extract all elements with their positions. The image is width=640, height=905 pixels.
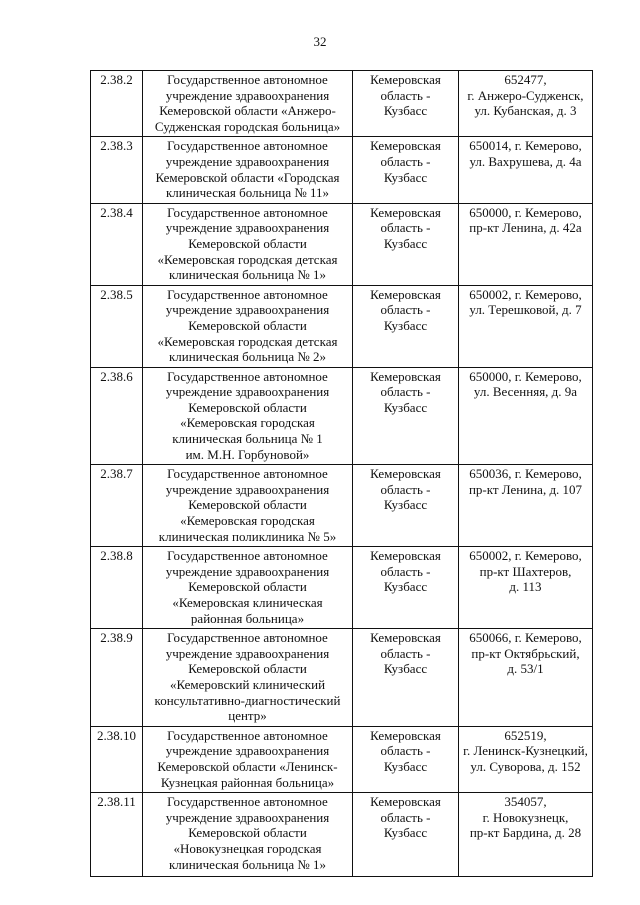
address-cell bbox=[459, 547, 593, 629]
region-cell bbox=[353, 137, 459, 203]
region-line: область - bbox=[380, 645, 431, 661]
institution-name-line: учреждение здравоохранения bbox=[165, 481, 330, 497]
address-line: ул. Весенняя, д. 9а bbox=[473, 384, 578, 400]
institution-name-line: Кемеровской области bbox=[188, 579, 307, 595]
institution-name-line: Кузнецкая районная больница» bbox=[160, 774, 335, 790]
institution-name-line: районная больница» bbox=[190, 610, 305, 626]
institution-name-line: учреждение здравоохранения bbox=[165, 563, 330, 579]
institution-name-cell bbox=[143, 367, 353, 465]
institutions-table bbox=[90, 70, 593, 877]
region-line: область - bbox=[380, 743, 431, 759]
address-line: пр-кт Шахтеров, bbox=[479, 563, 572, 579]
institution-name-cell bbox=[143, 285, 353, 367]
address-line: пр-кт Бардина, д. 28 bbox=[469, 825, 582, 841]
region-cell bbox=[353, 71, 459, 137]
region-line: Кемеровская bbox=[370, 727, 441, 743]
region-cell bbox=[353, 726, 459, 792]
institution-name-line: клиническая больница № 2» bbox=[168, 349, 327, 365]
address-line: 652519, bbox=[504, 727, 547, 743]
address-line: ул. Вахрушева, д. 4а bbox=[469, 153, 582, 169]
region-line: Кузбасс bbox=[383, 169, 428, 185]
region-line: область - bbox=[380, 153, 431, 169]
region-line: Кемеровская bbox=[370, 630, 441, 646]
address-line: г. Ленинск-Кузнецкий, bbox=[463, 743, 588, 759]
address-line: г. Новокузнецк, bbox=[482, 809, 569, 825]
region-cell bbox=[353, 465, 459, 547]
address-line: 650000, г. Кемерово, bbox=[469, 368, 582, 384]
region-line: Кемеровская bbox=[370, 204, 441, 220]
region-line: Кузбасс bbox=[383, 235, 428, 251]
region-cell bbox=[353, 793, 459, 877]
institution-name-cell bbox=[143, 465, 353, 547]
region-line: область - bbox=[380, 809, 431, 825]
item-number-cell: 2.38.8 bbox=[91, 547, 143, 629]
address-cell bbox=[459, 203, 593, 285]
institution-name-line: учреждение здравоохранения bbox=[165, 87, 330, 103]
address-cell bbox=[459, 726, 593, 792]
institution-name-line: учреждение здравоохранения bbox=[165, 302, 330, 318]
institution-name-cell bbox=[143, 71, 353, 137]
institution-name-line: Государственное автономное bbox=[167, 548, 328, 564]
address-line: пр-кт Ленина, д. 107 bbox=[468, 481, 583, 497]
institution-name-line: Государственное автономное bbox=[167, 466, 328, 482]
institution-name-line: учреждение здравоохранения bbox=[165, 384, 330, 400]
table-row bbox=[91, 203, 593, 285]
region-line: область - bbox=[380, 302, 431, 318]
address-line: д. 113 bbox=[509, 579, 542, 595]
region-cell bbox=[353, 629, 459, 727]
institution-name-line: учреждение здравоохранения bbox=[165, 809, 330, 825]
institution-name-line: «Кемеровская городская bbox=[180, 513, 315, 529]
institution-name-line: Государственное автономное bbox=[167, 630, 328, 646]
institution-name-cell bbox=[143, 203, 353, 285]
region-line: Кузбасс bbox=[383, 103, 428, 119]
item-number-cell: 2.38.7 bbox=[91, 465, 143, 547]
institution-name-line: Государственное автономное bbox=[167, 727, 328, 743]
institution-name-cell bbox=[143, 726, 353, 792]
address-line: 652477, bbox=[504, 72, 547, 87]
institution-name-cell bbox=[143, 793, 353, 877]
table-row bbox=[91, 137, 593, 203]
institution-name-line: Государственное автономное bbox=[167, 72, 328, 87]
region-line: область - bbox=[380, 481, 431, 497]
institution-name-line: клиническая больница № 1» bbox=[168, 856, 327, 872]
table-row bbox=[91, 726, 593, 792]
region-cell bbox=[353, 285, 459, 367]
institution-name-line: учреждение здравоохранения bbox=[165, 220, 330, 236]
item-number-cell: 2.38.4 bbox=[91, 203, 143, 285]
institution-name-line: «Кемеровская клиническая bbox=[172, 595, 323, 610]
item-number-cell: 2.38.5 bbox=[91, 285, 143, 367]
address-line: ул. Суворова, д. 152 bbox=[470, 758, 581, 774]
institution-name-line: клиническая больница № 11» bbox=[165, 185, 330, 201]
region-cell bbox=[353, 547, 459, 629]
address-cell bbox=[459, 137, 593, 203]
institution-name-line: клиническая больница № 1 bbox=[172, 431, 323, 447]
page-number: 32 bbox=[313, 34, 327, 49]
institution-name-line: клиническая поликлиника № 5» bbox=[158, 528, 337, 544]
item-number-cell: 2.38.6 bbox=[91, 367, 143, 465]
institution-name-line: «Новокузнецкая городская bbox=[173, 840, 322, 856]
institution-name-line: Судженская городская больница» bbox=[154, 118, 341, 134]
institution-name-line: Государственное автономное bbox=[167, 138, 328, 154]
institution-name-line: Кемеровской области bbox=[188, 317, 307, 333]
region-line: Кемеровская bbox=[370, 794, 441, 810]
region-line: Кузбасс bbox=[383, 579, 428, 595]
institution-name-line: Кемеровской области «Городская bbox=[155, 169, 340, 185]
region-line: Кузбасс bbox=[383, 758, 428, 774]
region-line: Кемеровская bbox=[370, 368, 441, 384]
table-row bbox=[91, 629, 593, 727]
institution-name-line: Кемеровской области bbox=[188, 497, 307, 513]
institutions-table-body bbox=[91, 71, 593, 877]
item-number-cell: 2.38.11 bbox=[91, 793, 143, 877]
institution-name-cell bbox=[143, 137, 353, 203]
address-line: 650002, г. Кемерово, bbox=[469, 286, 582, 302]
institution-name-line: Государственное автономное bbox=[167, 794, 328, 810]
institution-name-line: «Кемеровская городская bbox=[180, 415, 315, 431]
item-number-cell: 2.38.9 bbox=[91, 629, 143, 727]
region-line: область - bbox=[380, 87, 431, 103]
region-line: область - bbox=[380, 384, 431, 400]
institution-name-line: Кемеровской области bbox=[188, 661, 307, 677]
address-line: 650014, г. Кемерово, bbox=[469, 138, 582, 154]
institution-name-line: Кемеровской области bbox=[188, 235, 307, 251]
region-line: Кузбасс bbox=[383, 825, 428, 841]
institution-name-line: «Кемеровская городская детская bbox=[157, 333, 338, 349]
table-row bbox=[91, 367, 593, 465]
address-line: 650066, г. Кемерово, bbox=[469, 630, 582, 646]
region-cell bbox=[353, 367, 459, 465]
address-line: 354057, bbox=[504, 794, 547, 810]
table-row bbox=[91, 793, 593, 877]
institution-name-line: «Кемеровская городская детская bbox=[157, 251, 338, 267]
institution-name-line: Кемеровской области bbox=[188, 825, 307, 841]
table-row bbox=[91, 547, 593, 629]
institution-name-line: им. М.Н. Горбуновой» bbox=[185, 446, 310, 462]
table-row bbox=[91, 285, 593, 367]
address-line: ул. Терешковой, д. 7 bbox=[469, 302, 582, 318]
region-line: Кемеровская bbox=[370, 466, 441, 482]
address-cell bbox=[459, 793, 593, 877]
address-cell bbox=[459, 285, 593, 367]
institution-name-line: Кемеровской области «Ленинск- bbox=[157, 758, 338, 774]
address-cell bbox=[459, 465, 593, 547]
item-number-cell: 2.38.2 bbox=[91, 71, 143, 137]
region-line: Кемеровская bbox=[370, 72, 441, 87]
address-cell bbox=[459, 629, 593, 727]
region-line: Кузбасс bbox=[383, 317, 428, 333]
table-row bbox=[91, 71, 593, 137]
region-line: Кузбасс bbox=[383, 661, 428, 677]
institution-name-line: учреждение здравоохранения bbox=[165, 743, 330, 759]
address-line: г. Анжеро-Судженск, bbox=[467, 87, 584, 103]
region-line: Кузбасс bbox=[383, 497, 428, 513]
region-line: область - bbox=[380, 220, 431, 236]
institution-name-line: Кемеровской области bbox=[188, 399, 307, 415]
institution-name-cell bbox=[143, 629, 353, 727]
address-line: 650002, г. Кемерово, bbox=[469, 548, 582, 564]
institution-name-line: центр» bbox=[228, 708, 267, 724]
institution-name-line: учреждение здравоохранения bbox=[165, 645, 330, 661]
institution-name-line: Государственное автономное bbox=[167, 286, 328, 302]
institution-name-line: Государственное автономное bbox=[167, 368, 328, 384]
item-number-cell: 2.38.3 bbox=[91, 137, 143, 203]
address-line: д. 53/1 bbox=[507, 661, 544, 677]
region-line: Кемеровская bbox=[370, 548, 441, 564]
institution-name-line: клиническая больница № 1» bbox=[168, 267, 327, 283]
institution-name-line: Государственное автономное bbox=[167, 204, 328, 220]
region-line: Кузбасс bbox=[383, 399, 428, 415]
address-line: 650036, г. Кемерово, bbox=[469, 466, 582, 482]
address-cell bbox=[459, 367, 593, 465]
region-line: область - bbox=[380, 563, 431, 579]
institution-name-line: учреждение здравоохранения bbox=[165, 153, 330, 169]
address-line: пр-кт Ленина, д. 42а bbox=[469, 220, 582, 236]
institution-name-line: Кемеровской области «Анжеро- bbox=[159, 103, 336, 119]
address-line: ул. Кубанская, д. 3 bbox=[474, 103, 577, 119]
item-number-cell: 2.38.10 bbox=[91, 726, 143, 792]
region-line: Кемеровская bbox=[370, 286, 441, 302]
address-line: пр-кт Октябрьский, bbox=[471, 645, 580, 661]
institution-name-line: консультативно-диагностический bbox=[154, 692, 341, 708]
institution-name-line: «Кемеровский клинический bbox=[169, 676, 326, 692]
address-line: 650000, г. Кемерово, bbox=[469, 204, 582, 220]
address-cell bbox=[459, 71, 593, 137]
table-row bbox=[91, 465, 593, 547]
region-cell bbox=[353, 203, 459, 285]
region-line: Кемеровская bbox=[370, 138, 441, 154]
institution-name-cell bbox=[143, 547, 353, 629]
